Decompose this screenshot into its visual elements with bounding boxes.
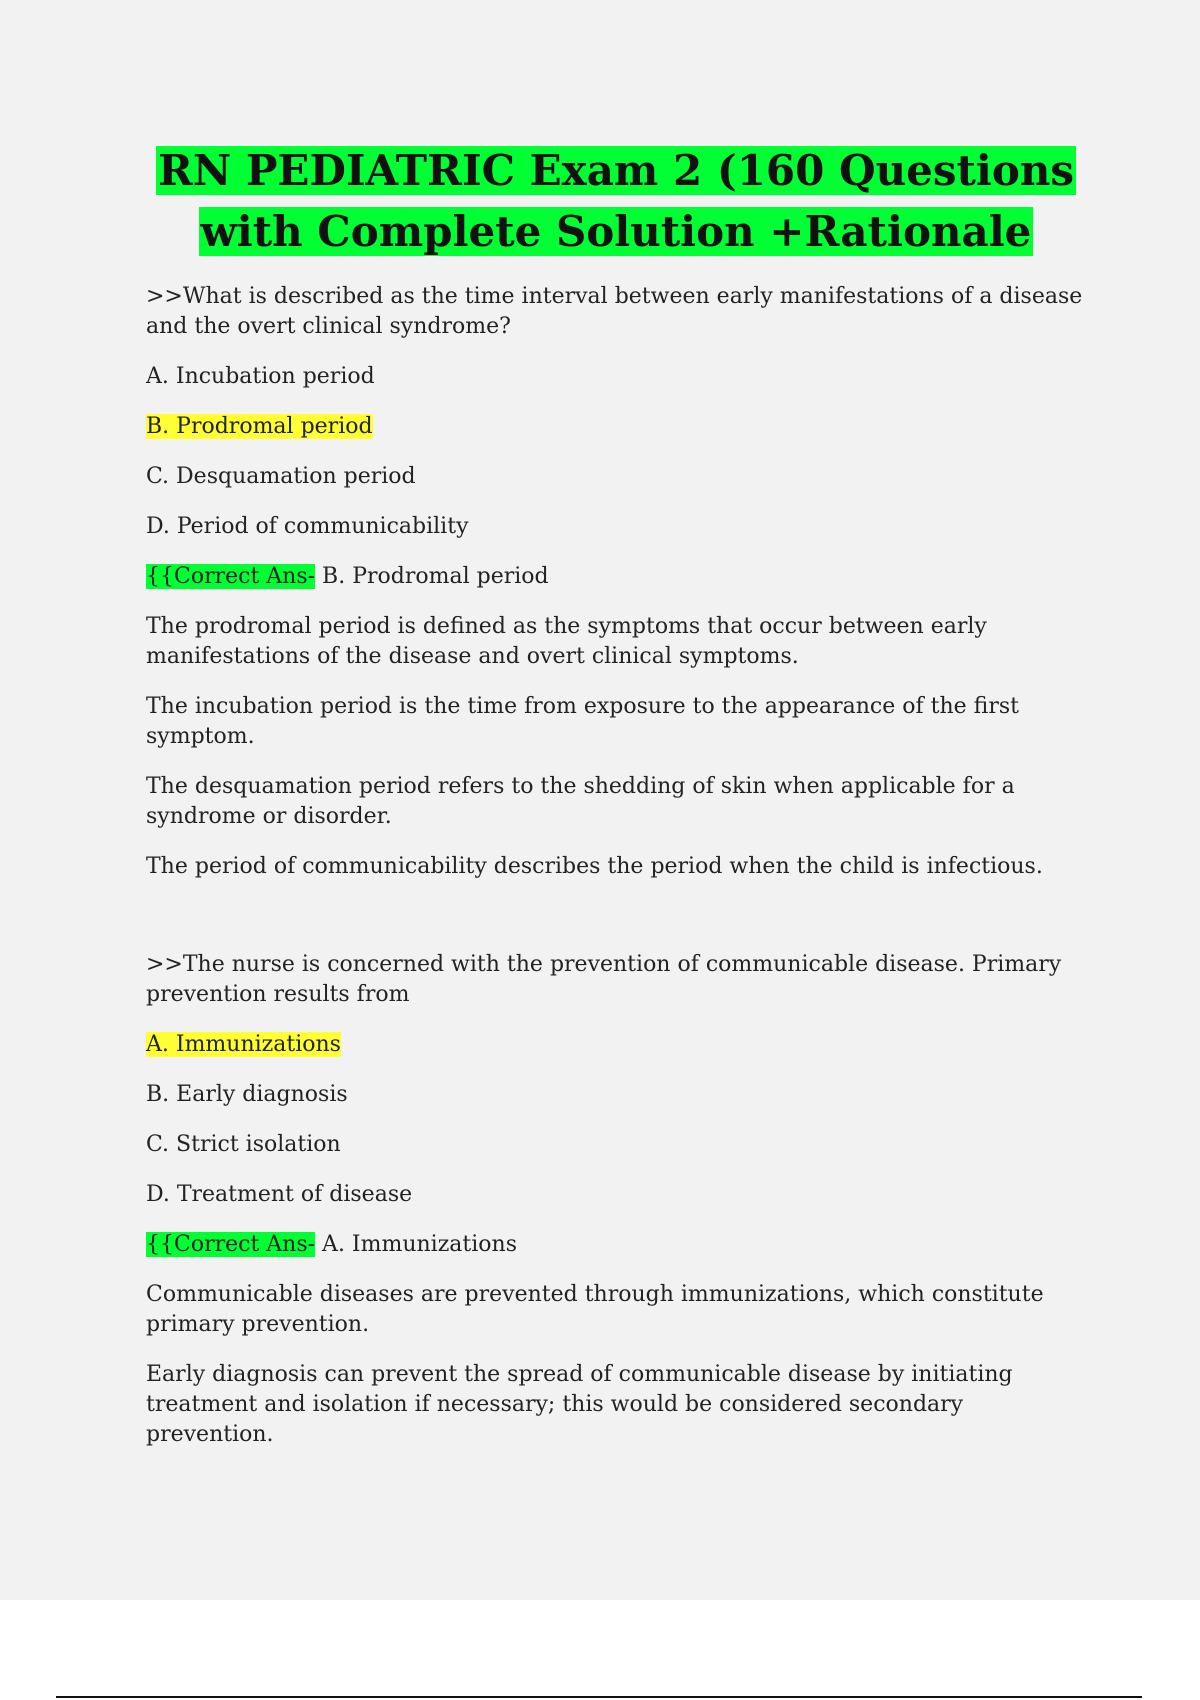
rationale-paragraph: The desquamation period refers to the shedding of skin when applicable for a syndrome or disorder. xyxy=(146,774,1015,829)
rationale-paragraph: Early diagnosis can prevent the spread of communicable disease by initiating treatment and isolation if necessary; this would be considered secondary prevention. xyxy=(146,1362,1013,1447)
correct-answer-text: A. Immunizations xyxy=(315,1232,518,1257)
document-title-text: RN PEDIATRIC Exam 2 (160 Questions with Complete Solution +Rationale xyxy=(157,146,1075,256)
answer-option-text: A. Incubation period xyxy=(146,364,375,389)
answer-option xyxy=(146,512,1086,542)
answer-option-text: B. Early diagnosis xyxy=(146,1082,348,1107)
answer-option-text: C. Strict isolation xyxy=(146,1132,341,1157)
correct-answer-text: B. Prodromal period xyxy=(315,564,549,589)
correct-answer-label: {{Correct Ans- xyxy=(146,564,316,589)
section-spacer xyxy=(146,902,1086,950)
rationale-paragraph: The incubation period is the time from exposure to the appearance of the first symptom. xyxy=(146,694,1019,749)
answer-option xyxy=(146,462,1086,492)
question-stem: >>What is described as the time interval between early manifestations of a disease and the overt clinical syndrome? xyxy=(146,284,1083,339)
answer-option xyxy=(146,1180,1086,1210)
correct-answer-line xyxy=(146,1230,1086,1260)
footer-divider xyxy=(56,1696,1142,1698)
rationale-paragraph: The period of communicability describes the period when the child is infectious. xyxy=(146,854,1043,879)
answer-option xyxy=(146,362,1086,392)
answer-option-highlighted xyxy=(146,412,1086,442)
answer-option xyxy=(146,1080,1086,1110)
answer-option-highlighted xyxy=(146,1030,1086,1060)
answer-option-text: A. Immunizations xyxy=(146,1032,341,1057)
answer-option xyxy=(146,1130,1086,1160)
correct-answer-line xyxy=(146,562,1086,592)
rationale-paragraph: The prodromal period is defined as the symptoms that occur between early manifestations of the disease and overt clinical symptoms. xyxy=(146,614,987,669)
answer-option-text: B. Prodromal period xyxy=(146,414,373,439)
rationale-paragraph: Communicable diseases are prevented through immunizations, which constitute primary prevention. xyxy=(146,1282,1044,1337)
question-stem: >>The nurse is concerned with the prevention of communicable disease. Primary prevention results from xyxy=(146,952,1062,1007)
answer-option-text: C. Desquamation period xyxy=(146,464,416,489)
document-content xyxy=(146,140,1086,1470)
answer-option-text: D. Period of communicability xyxy=(146,514,469,539)
document-title xyxy=(146,140,1086,262)
correct-answer-label: {{Correct Ans- xyxy=(146,1232,316,1257)
answer-option-text: D. Treatment of disease xyxy=(146,1182,413,1207)
